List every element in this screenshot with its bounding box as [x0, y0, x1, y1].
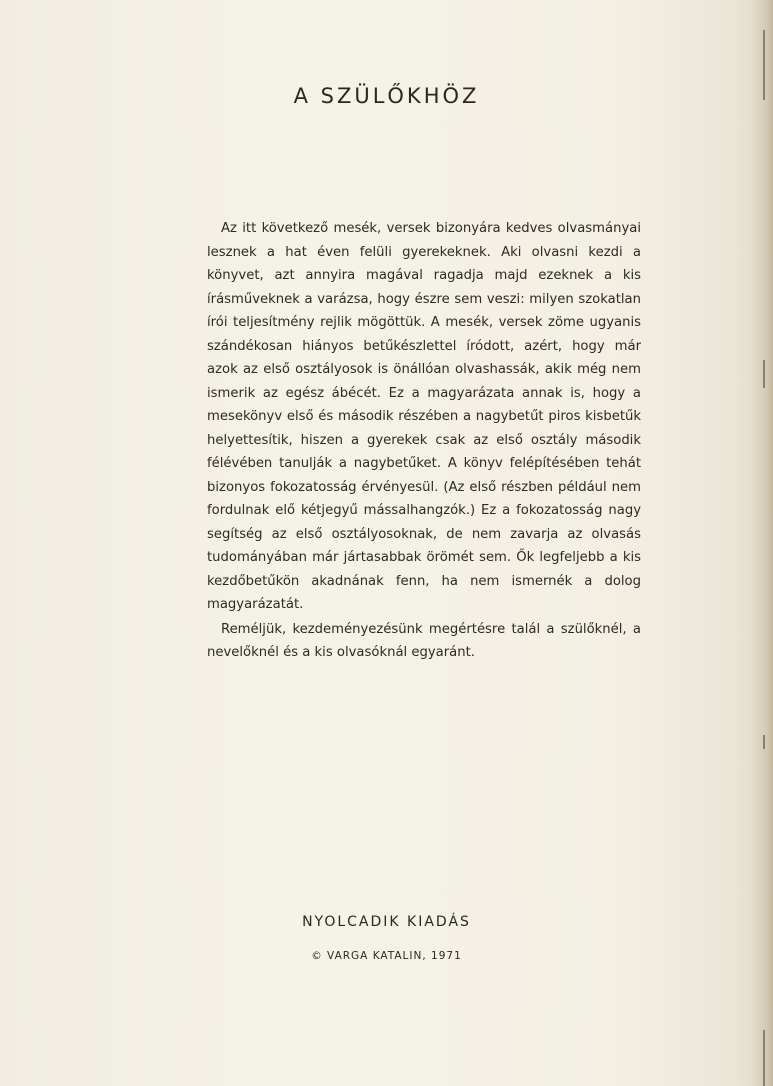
preface-text: [207, 217, 641, 665]
edge-mark: [763, 735, 765, 749]
copyright-notice: © VARGA KATALIN, 1971: [311, 950, 462, 962]
paragraph: Az itt következő mesék, versek bizonyára kedves olvasmányai lesznek a hat éven felüli gyerekeknek. Aki olvasni kezdi a könyvet, azt annyira magával ragadja majd ezeknek a kis írásműveknek a varázsa, hogy észre sem veszi: milyen szokatlan írói teljesítmény rejlik mögöttük. A mesék, versek zöme ugyanis szándékosan hiányos betűkészlettel íródott, azért, hogy már azok az első osztályosok is önállóan olvashassák, akik még nem ismerik az egész ábécét. Ez a magyarázata annak is, hogy a mesekönyv első és második részében a nagybetűt piros kisbetűk helyettesítik, hiszen a gyerekek csak az első osztály második félévében tanulják a nagybetűket. A könyv felépítésében tehát bizonyos fokozatosság érvényesül. (Az első részben például nem fordulnak elő kétjegyű mássalhangzók.) Ez a fokozatosság nagy segítség az első osztályosoknak, de nem zavarja az olvasás tudományában már jártasabbak örömét sem. Ők legfeljebb a kis kezdőbetűkön akadnának fenn, ha nem ismernék a dolog magyarázatát.: [207, 221, 641, 612]
edge-mark: [763, 360, 765, 388]
edge-mark: [763, 1030, 765, 1086]
edition-note: NYOLCADIK KIADÁS: [302, 914, 471, 930]
paragraph: Reméljük, kezdeményezésünk megértésre talál a szülőknél, a nevelőknél és a kis olvasóknál egyaránt.: [207, 621, 641, 660]
page-title: A SZÜLŐKHÖZ: [293, 84, 480, 108]
